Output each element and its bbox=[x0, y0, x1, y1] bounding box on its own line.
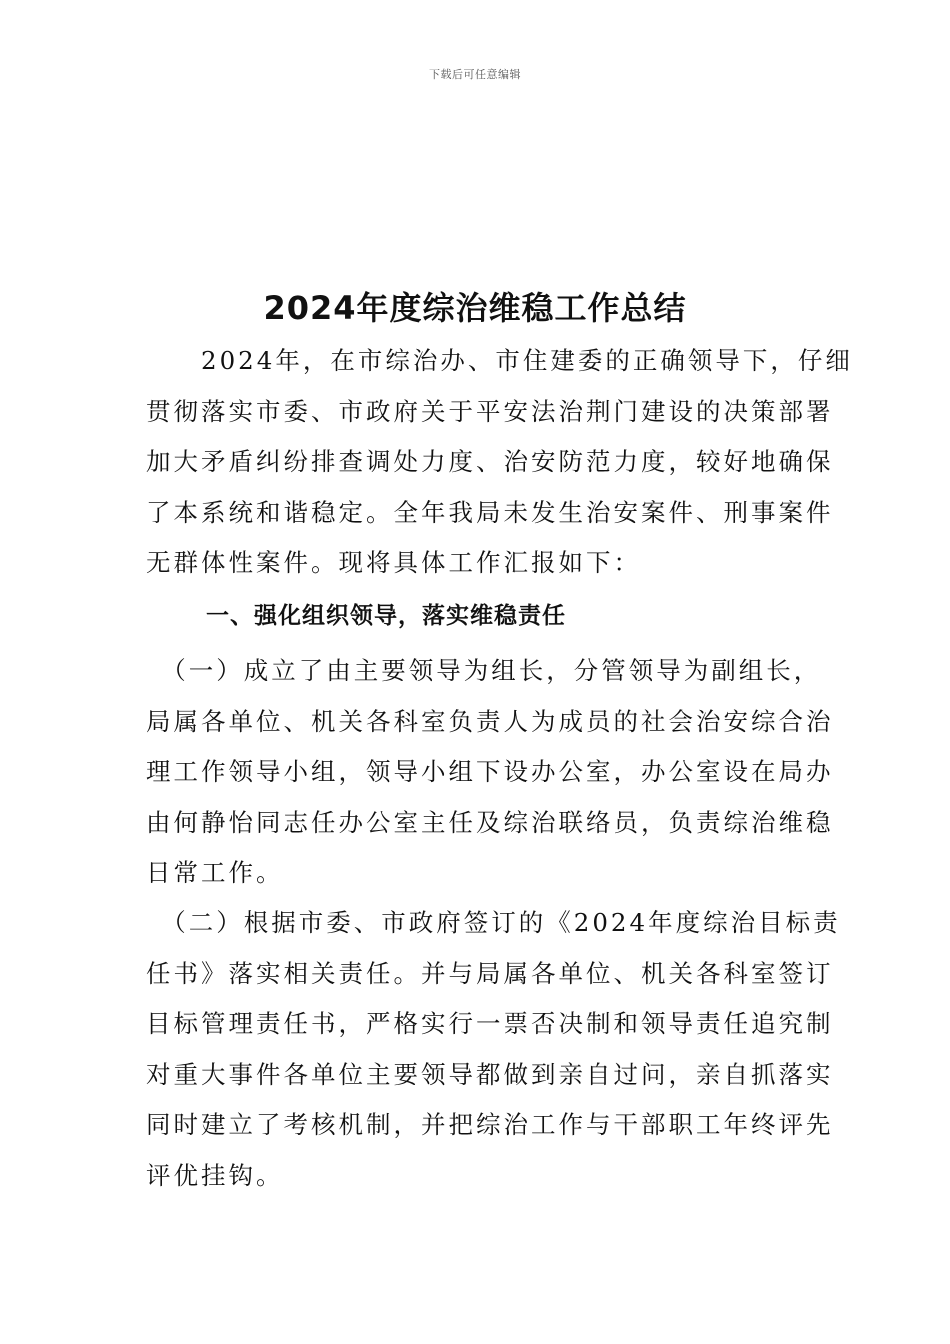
header-note: 下载后可任意编辑 bbox=[429, 68, 521, 81]
document-title: 2024年度综治维稳工作总结 bbox=[263, 289, 687, 327]
intro-line-3: 加大矛盾纠纷排查调处力度、治安防范力度，较好地确保 bbox=[146, 447, 834, 477]
intro-paragraph bbox=[146, 336, 853, 589]
intro-line-2: 贯彻落实市委、市政府关于平安法治荆门建设的决策部署 bbox=[146, 396, 834, 426]
sub2-line-2: 任书》落实相关责任。并与局属各单位、机关各科室签订 bbox=[146, 958, 834, 988]
section-heading-1: 一、强化组织领导，落实维稳责任 bbox=[206, 603, 566, 629]
sub2-line-1: （二）根据市委、市政府签订的《2024年度综治目标责 bbox=[146, 908, 841, 937]
sub1-line-5: 日常工作。 bbox=[146, 858, 284, 888]
sub1-line-3: 理工作领导小组，领导小组下设办公室，办公室设在局办 bbox=[146, 757, 834, 787]
sub2-line-4: 对重大事件各单位主要领导都做到亲自过问，亲自抓落实 bbox=[146, 1059, 834, 1089]
sub1-line-1: （一）成立了由主要领导为组长，分管领导为副组长， bbox=[146, 656, 822, 685]
sub-paragraph-2 bbox=[146, 898, 841, 1202]
sub1-line-4: 由何静怡同志任办公室主任及综治联络员，负责综治维稳 bbox=[146, 807, 834, 837]
sub2-line-6: 评优挂钩。 bbox=[146, 1160, 284, 1190]
sub2-line-3: 目标管理责任书，严格实行一票否决制和领导责任追究制 bbox=[146, 1009, 834, 1039]
intro-line-5: 无群体性案件。现将具体工作汇报如下： bbox=[146, 548, 641, 578]
sub-paragraph-1 bbox=[146, 646, 834, 899]
intro-line-4: 了本系统和谐稳定。全年我局未发生治安案件、刑事案件 bbox=[146, 497, 834, 527]
sub1-line-2: 局属各单位、机关各科室负责人为成员的社会治安综合治 bbox=[146, 706, 834, 736]
sub2-line-5: 同时建立了考核机制，并把综治工作与干部职工年终评先 bbox=[146, 1110, 834, 1140]
intro-line-1: 2024年，在市综治办、市住建委的正确领导下，仔细 bbox=[146, 346, 853, 375]
